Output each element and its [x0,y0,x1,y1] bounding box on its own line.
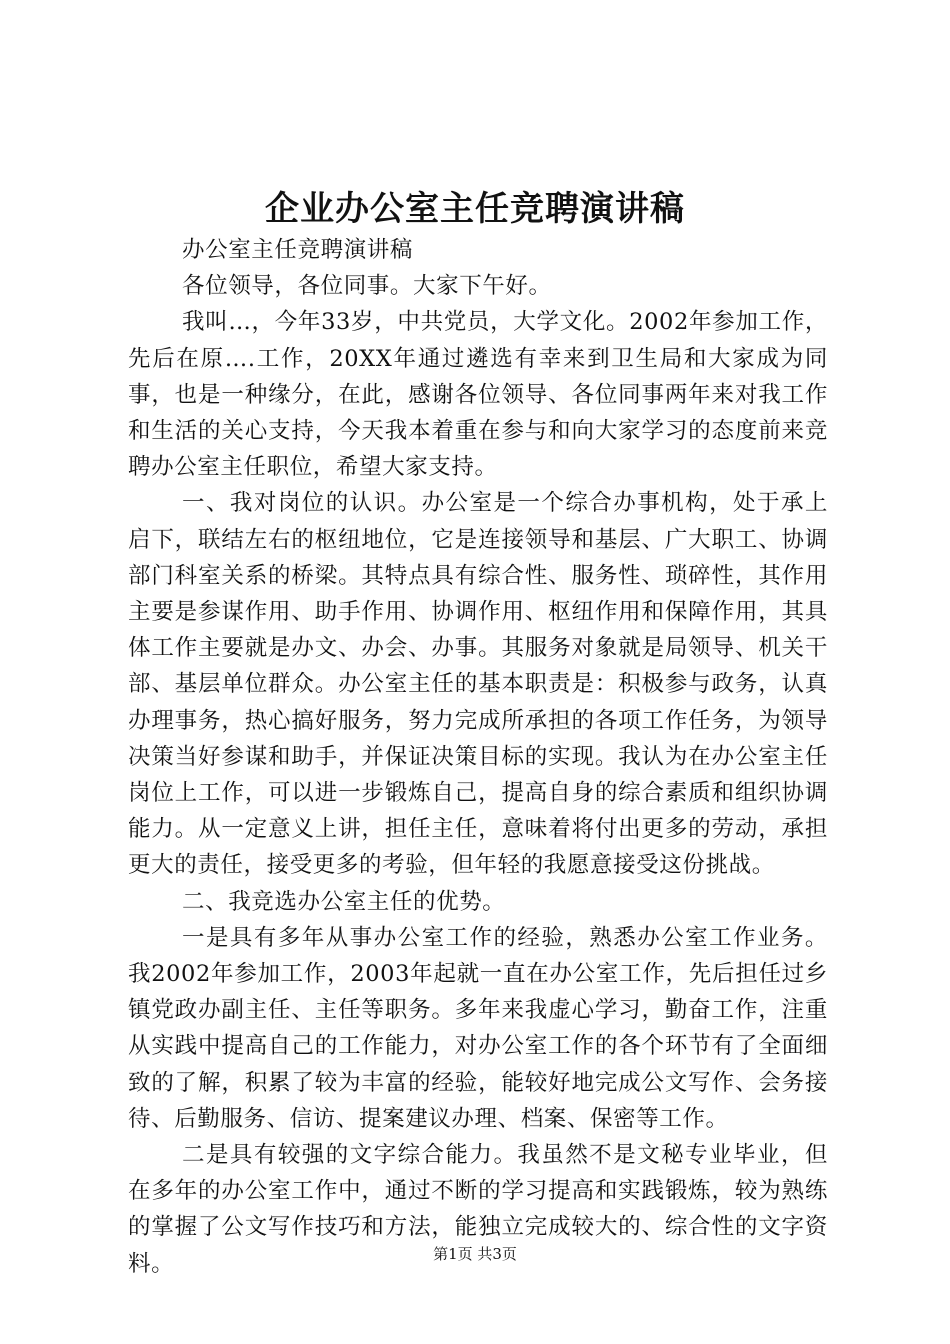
paragraph-section-one: 一、我对岗位的认识。办公室是一个综合办事机构，处于承上启下，联结左右的枢纽地位，它是连接领导和基层、广大职工、协调部门科室关系的桥梁。其特点具有综合性、服务性、琐碎性，其作用主要是参谋作用、助手作用、协调作用、枢纽作用和保障作用，其具体工作主要就是办文、办会、办事。其服务对象就是局领导、机关干部、基层单位群众。办公室主任的基本职责是：积极参与政务，认真办理事务，热心搞好服务，努力完成所承担的各项工作任务，为领导决策当好参谋和助手，并保证决策目标的实现。我认为在办公室主任岗位上工作，可以进一步锻炼自己，提高自身的综合素质和组织协调能力。从一定意义上讲，担任主任，意味着将付出更多的劳动，承担更大的责任，接受更多的考验，但年轻的我愿意接受这份挑战。 [128,490,828,879]
paragraph-greeting: 各位领导，各位同事。大家下午好。 [182,273,552,300]
paragraph-subtitle: 办公室主任竞聘演讲稿 [182,237,414,263]
document-body [128,232,828,1282]
paragraph-section-two-heading: 二、我竞选办公室主任的优势。 [182,888,506,915]
paragraph-introduction: 我叫…，今年33岁，中共党员，大学文化。2002年参加工作，先后在原….工作，20XX年通过遴选有幸来到卫生局和大家成为同事，也是一种缘分，在此，感谢各位领导、各位同事两年来对我工作和生活的关心支持，今天我本着重在参与和向大家学习的态度前来竞聘办公室主任职位，希望大家支持。 [128,309,828,481]
paragraph-advantage-two: 二是具有较强的文字综合能力。我虽然不是文秘专业毕业，但在多年的办公室工作中，通过不断的学习提高和实践锻炼，较为熟练的掌握了公文写作技巧和方法，能独立完成较大的、综合性的文字资料。 [128,1142,828,1277]
document-title: 企业办公室主任竞聘演讲稿 [265,189,685,229]
paragraph-advantage-one: 一是具有多年从事办公室工作的经验，熟悉办公室工作业务。我2002年参加工作，2003年起就一直在办公室工作，先后担任过乡镇党政办副主任、主任等职务。多年来我虚心学习，勤奋工作，注重从实践中提高自己的工作能力，对办公室工作的各个环节有了全面细致的了解，积累了较为丰富的经验，能较好地完成公文写作、会务接待、后勤服务、信访、提案建议办理、档案、保密等工作。 [128,924,828,1132]
page-number-footer: 第1页 共3页 [433,1245,517,1263]
